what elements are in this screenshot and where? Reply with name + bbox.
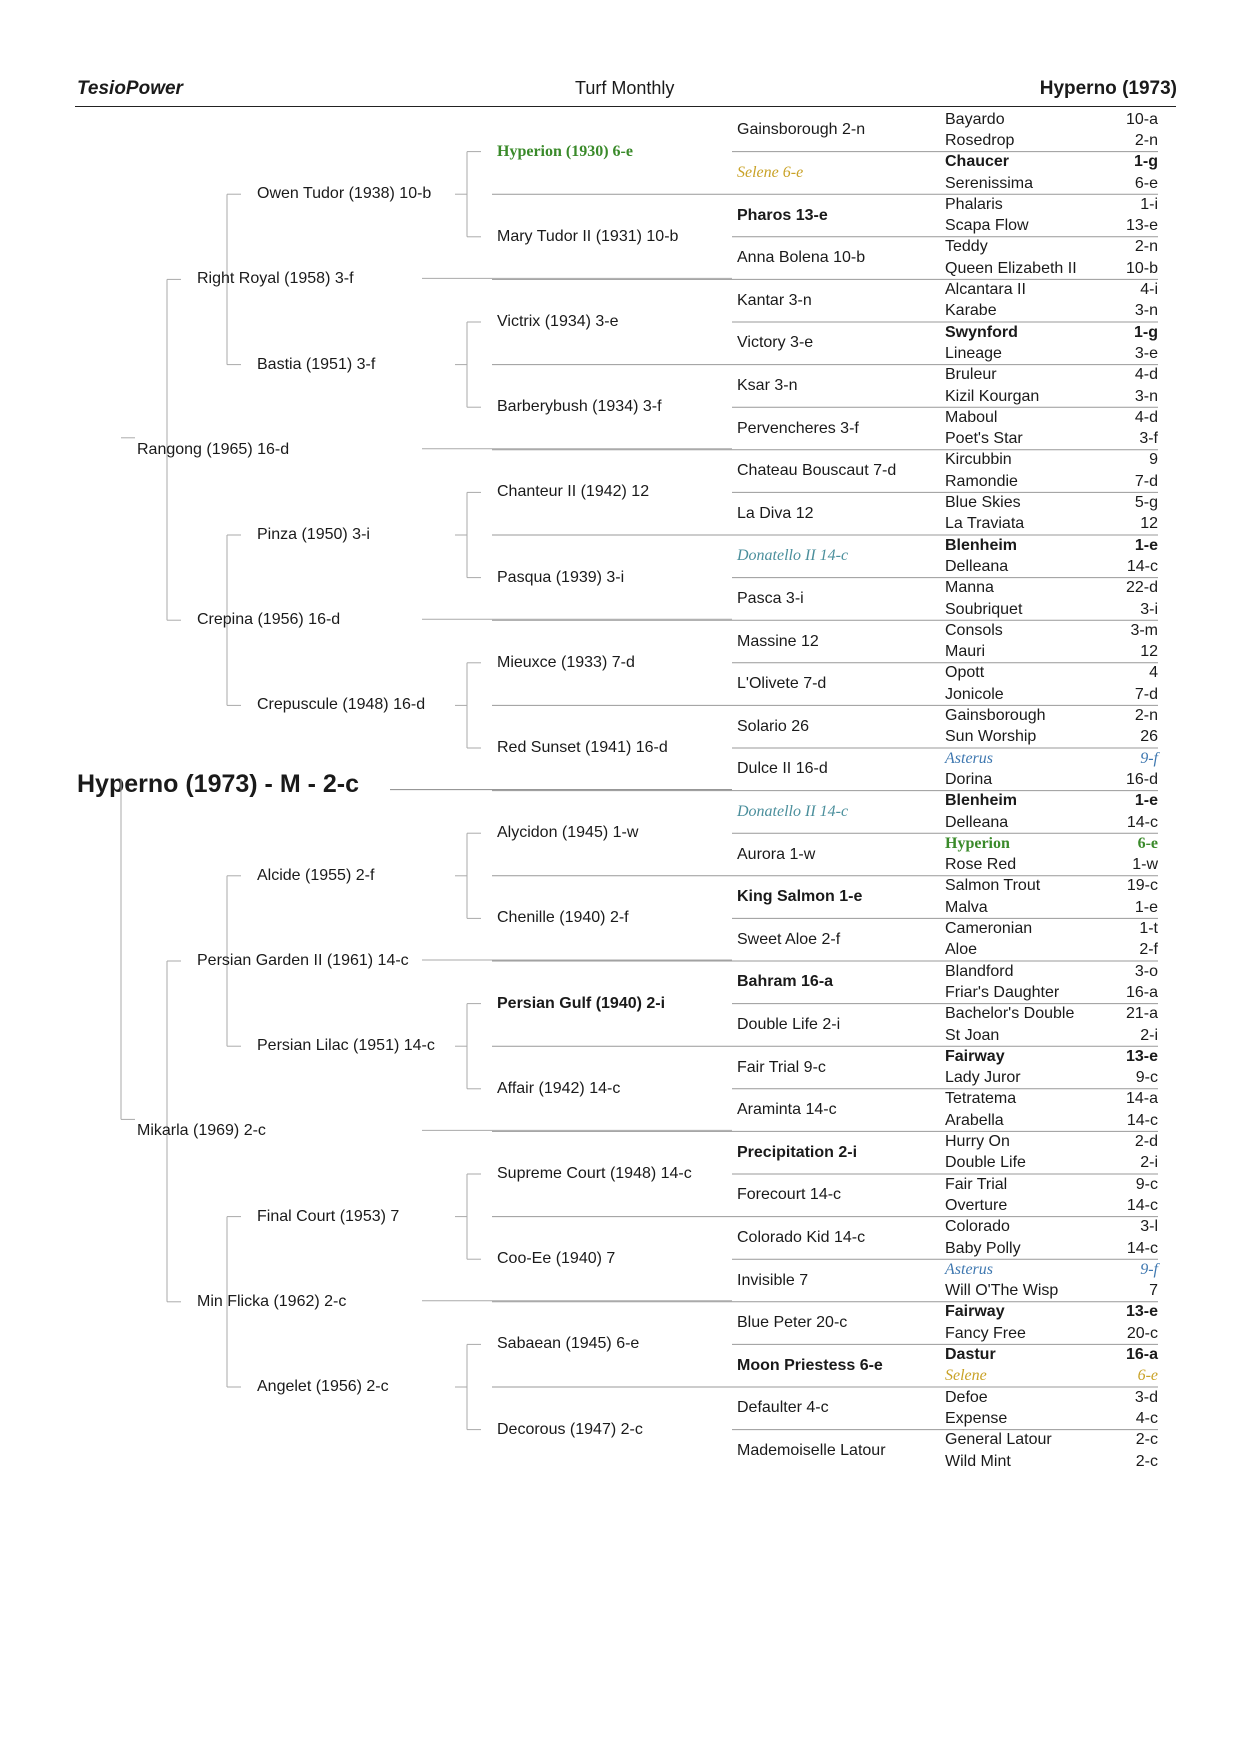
ancestor-gen6-name: Salmon Trout [945,877,1041,895]
ancestor-gen6-name: Teddy [945,238,988,256]
ancestor-gen6-code: 20-c [1126,1324,1158,1342]
ancestor-gen6-name: Karabe [945,302,997,320]
ancestor-gen6-code: 19-c [1126,877,1158,895]
ancestor-gen4: Barberybush (1934) 3-f [497,398,662,416]
ancestor-gen4: Alycidon (1945) 1-w [497,824,639,842]
header-source: TesioPower [77,78,183,99]
ancestor-gen6-name: Defoe [945,1388,988,1406]
ancestor-gen3: Final Court (1953) 7 [257,1207,400,1225]
ancestor-gen6-code: 14-a [1125,1090,1158,1108]
ancestor-gen5: Forecourt 14-c [737,1186,842,1204]
header-publication: Turf Monthly [575,78,675,98]
ancestor-gen6-name: Kircubbin [945,451,1012,469]
ancestor-gen6-name: Dorina [945,770,993,788]
ancestor-gen6-code: 7-d [1134,472,1158,490]
ancestor-gen5: Donatello II 14-c [737,547,849,565]
ancestor-gen6-code: 1-e [1134,536,1158,554]
ancestor-gen5: Massine 12 [737,632,819,650]
ancestor-gen6-code: 1-g [1134,323,1158,341]
ancestor-gen3: Angelet (1956) 2-c [257,1378,389,1395]
ancestor-gen6-code: 9-f [1140,749,1158,767]
ancestor-gen6-code: 2-c [1135,1452,1158,1470]
ancestor-gen6-name: Soubriquet [945,600,1023,618]
ancestor-gen6-name: Blue Skies [945,494,1021,512]
ancestor-gen4: Decorous (1947) 2-c [497,1420,643,1438]
ancestor-gen6-name: Asterus [945,1260,993,1278]
ancestor-gen4: Mary Tudor II (1931) 10-b [497,227,679,245]
ancestor-gen6-code: 4-d [1134,366,1158,384]
ancestor-gen6-code: 7 [1149,1282,1158,1300]
ancestor-gen6-name: Sun Worship [945,728,1037,746]
ancestor-gen6-code: 4 [1149,664,1158,682]
ancestor-gen6-name: Overture [945,1196,1008,1214]
ancestor-gen6-code: 14-c [1126,813,1158,831]
ancestor-gen5: Victory 3-e [737,334,814,352]
ancestor-gen6-name: Dastur [945,1346,996,1364]
ancestor-gen6-name: Colorado [945,1218,1010,1236]
ancestor-gen5: Aurora 1-w [737,845,816,863]
ancestor-gen2: Min Flicka (1962) 2-c [197,1292,347,1310]
ancestor-gen6-code: 13-e [1125,217,1158,235]
ancestor-gen6-code: 2-i [1140,1026,1158,1044]
ancestor-gen6-code: 9 [1149,451,1158,469]
ancestor-gen6-name: Opott [945,664,985,682]
ancestor-gen6-name: Consols [945,621,1003,639]
ancestor-gen6-name: Poet's Star [945,430,1023,448]
ancestor-gen6-name: Aloe [945,941,978,959]
ancestor-gen6-name: Blenheim [945,536,1018,554]
ancestor-gen6-code: 14-c [1126,1111,1158,1129]
ancestor-gen6-code: 4-d [1134,408,1158,426]
ancestor-gen4: Affair (1942) 14-c [497,1079,621,1097]
ancestor-gen6-code: 3-e [1134,344,1158,362]
ancestor-gen6-name: Ramondie [945,472,1018,490]
ancestor-gen4: Persian Gulf (1940) 2-i [497,994,666,1012]
ancestor-gen4: Pasqua (1939) 3-i [497,568,625,586]
ancestor-gen6-code: 16-d [1125,770,1158,788]
ancestor-gen6-code: 2-c [1135,1431,1158,1449]
ancestor-gen5: Moon Priestess 6-e [737,1356,883,1374]
ancestor-gen6-code: 3-d [1134,1388,1158,1406]
ancestor-gen6-name: Gainsborough [945,707,1046,725]
ancestor-gen6-code: 14-c [1126,1239,1158,1257]
ancestor-gen6-name: Bruleur [945,366,997,384]
ancestor-gen6-code: 3-n [1134,302,1158,320]
ancestor-gen5: Fair Trial 9-c [737,1058,826,1076]
ancestor-gen6-name: Lineage [945,344,1002,362]
ancestor-gen6-name: Fairway [945,1047,1005,1065]
ancestor-gen6-code: 3-i [1140,600,1158,618]
ancestor-gen6-code: 4-c [1135,1409,1158,1427]
ancestor-gen6-name: Expense [945,1409,1008,1427]
ancestor-gen4: Hyperion (1930) 6-e [497,142,633,160]
ancestor-gen6-name: Double Life [945,1154,1026,1172]
ancestor-gen6-code: 9-f [1140,1260,1158,1278]
ancestor-gen6-code: 2-d [1134,1133,1158,1151]
ancestor-gen6-name: Friar's Daughter [945,983,1060,1001]
ancestor-gen6-code: 6-e [1137,1367,1158,1385]
ancestor-gen4: Mieuxce (1933) 7-d [497,653,635,671]
ancestor-gen4: Supreme Court (1948) 14-c [497,1165,692,1182]
ancestor-gen6-name: Hurry On [945,1133,1010,1151]
ancestor-gen6-code: 3-o [1134,962,1158,980]
ancestor-gen3: Owen Tudor (1938) 10-b [257,185,432,203]
ancestor-gen6-name: Selene [945,1367,987,1385]
ancestor-gen6-code: 5-g [1134,494,1158,512]
ancestor-gen6-code: 3-n [1134,387,1158,405]
header-horse-name: Hyperno (1973) [1039,78,1177,99]
ancestor-gen6-name: Blenheim [945,792,1018,810]
ancestor-gen6-name: Hyperion [945,834,1010,852]
ancestor-gen6-code: 26 [1140,728,1158,746]
ancestor-gen6-code: 22-d [1125,579,1158,597]
ancestor-gen4: Sabaean (1945) 6-e [497,1335,640,1353]
ancestor-gen6-code: 13-e [1125,1047,1158,1065]
ancestor-gen5: Bahram 16-a [737,973,834,991]
ancestor-gen6-name: General Latour [945,1431,1052,1449]
ancestor-gen6-name: Blandford [945,962,1014,980]
ancestor-gen6-name: Fair Trial [945,1175,1008,1193]
ancestor-gen5: Gainsborough 2-n [737,121,866,139]
ancestor-gen6-code: 1-t [1139,920,1158,938]
ancestor-gen6-code: 6-e [1134,174,1158,192]
ancestor-gen1: Mikarla (1969) 2-c [137,1122,266,1140]
ancestor-gen6-name: St Joan [945,1026,1000,1044]
ancestor-gen4: Victrix (1934) 3-e [497,313,619,330]
ancestor-gen6-name: Fairway [945,1303,1005,1321]
ancestor-gen6-name: Chaucer [945,153,1010,171]
ancestor-gen6-code: 2-n [1134,707,1158,725]
ancestor-gen6-code: 2-f [1139,941,1158,959]
ancestor-gen6-code: 3-f [1139,430,1158,448]
ancestor-gen6-code: 4-i [1140,281,1158,299]
ancestor-gen6-name: Lady Juror [945,1069,1021,1087]
ancestor-gen6-name: Queen Elizabeth II [945,259,1077,277]
ancestor-gen5: King Salmon 1-e [737,888,863,906]
ancestor-gen5: Sweet Aloe 2-f [737,930,841,948]
ancestor-gen6-code: 10-b [1125,259,1158,277]
ancestor-gen3: Crepuscule (1948) 16-d [257,696,426,714]
ancestor-gen2: Right Royal (1958) 3-f [197,270,354,288]
ancestor-gen6-name: Tetratema [945,1090,1017,1108]
ancestor-gen6-code: 3-l [1140,1218,1158,1236]
ancestor-gen6-name: Serenissima [945,174,1034,192]
ancestor-gen5: Pasca 3-i [737,589,804,607]
ancestor-gen5: L'Olivete 7-d [737,675,827,693]
ancestor-gen3: Persian Lilac (1951) 14-c [257,1037,435,1055]
ancestor-gen5: Invisible 7 [737,1271,809,1289]
ancestor-gen4: Chanteur II (1942) 12 [497,483,650,501]
ancestor-gen6-code: 14-c [1126,557,1158,575]
ancestor-gen6-name: Bayardo [945,110,1005,128]
ancestor-gen5: Solario 26 [737,717,810,735]
ancestor-gen6-name: Mauri [945,643,986,661]
ancestor-gen5: Selene 6-e [737,163,804,181]
ancestor-gen5: Double Life 2-i [737,1015,841,1033]
ancestor-gen5: Colorado Kid 14-c [737,1228,866,1246]
ancestor-gen5: Precipitation 2-i [737,1143,858,1161]
ancestor-gen5: Blue Peter 20-c [737,1314,848,1332]
ancestor-gen6-code: 9-c [1135,1175,1158,1193]
ancestor-gen6-code: 21-a [1125,1005,1158,1023]
ancestor-gen5: Ksar 3-n [737,376,798,394]
ancestor-gen2: Persian Garden II (1961) 14-c [197,952,409,969]
ancestor-gen4: Chenille (1940) 2-f [497,909,629,927]
ancestor-gen6-code: 10-a [1125,110,1158,128]
ancestor-gen6-name: Jonicole [945,685,1004,703]
ancestor-gen4: Coo-Ee (1940) 7 [497,1250,616,1268]
ancestor-gen5: Dulce II 16-d [737,760,828,778]
ancestor-gen5: Araminta 14-c [737,1101,837,1119]
ancestor-gen6-code: 16-a [1125,1346,1158,1364]
ancestor-gen3: Alcide (1955) 2-f [257,866,375,884]
ancestor-gen5: Defaulter 4-c [737,1399,829,1417]
ancestor-gen6-code: 12 [1140,643,1158,661]
ancestor-gen2: Crepina (1956) 16-d [197,611,341,629]
ancestor-gen5: Chateau Bouscaut 7-d [737,462,897,480]
ancestor-gen3: Pinza (1950) 3-i [257,526,370,543]
ancestor-gen6-code: 2-n [1134,131,1158,149]
ancestor-gen5: Mademoiselle Latour [737,1441,886,1459]
ancestor-gen6-name: Scapa Flow [945,217,1029,235]
ancestor-gen6-name: Baby Polly [945,1239,1021,1257]
ancestor-gen6-name: Swynford [945,323,1018,341]
ancestor-gen6-name: Malva [945,898,988,916]
ancestor-gen6-code: 16-a [1125,983,1158,1001]
ancestor-gen6-name: Delleana [945,813,1009,831]
ancestor-gen6-name: Phalaris [945,195,1003,213]
ancestor-gen5: Pharos 13-e [737,206,828,224]
ancestor-gen6-name: Rosedrop [945,131,1015,149]
ancestor-gen6-code: 9-c [1135,1069,1158,1087]
ancestor-gen6-code: 1-i [1140,195,1158,213]
ancestor-gen6-name: Fancy Free [945,1324,1026,1342]
ancestor-gen6-name: La Traviata [945,515,1025,533]
ancestor-gen5: Anna Bolena 10-b [737,249,866,267]
ancestor-gen4: Red Sunset (1941) 16-d [497,739,668,756]
ancestor-gen6-code: 6-e [1137,834,1158,852]
ancestor-gen6-code: 1-w [1132,856,1158,874]
ancestor-gen6-name: Will O'The Wisp [945,1282,1059,1300]
ancestor-gen6-name: Wild Mint [945,1452,1011,1470]
ancestor-gen6-code: 14-c [1126,1196,1158,1214]
ancestor-gen6-name: Arabella [945,1111,1004,1129]
ancestor-gen6-name: Bachelor's Double [945,1005,1075,1023]
ancestor-gen6-code: 3-m [1130,621,1158,639]
ancestor-gen5: Kantar 3-n [737,291,812,309]
ancestor-gen6-name: Manna [945,579,994,597]
ancestor-gen6-name: Kizil Kourgan [945,387,1040,405]
ancestor-gen6-name: Maboul [945,408,998,426]
ancestor-gen6-code: 2-i [1140,1154,1158,1172]
ancestor-gen6-name: Delleana [945,557,1009,575]
ancestor-gen1: Rangong (1965) 16-d [137,440,290,458]
ancestor-gen5: Pervencheres 3-f [737,419,859,437]
ancestor-gen6-name: Cameronian [945,920,1033,938]
ancestor-gen6-code: 1-e [1134,898,1158,916]
ancestor-gen6-code: 7-d [1134,685,1158,703]
ancestor-gen6-name: Rose Red [945,856,1017,874]
ancestor-gen6-code: 13-e [1125,1303,1158,1321]
ancestor-gen5: Donatello II 14-c [737,802,849,820]
ancestor-gen6-code: 2-n [1134,238,1158,256]
ancestor-gen5: La Diva 12 [737,504,814,522]
ancestor-gen6-code: 12 [1140,515,1158,533]
subject-horse: Hyperno (1973) - M - 2-c [77,770,360,798]
ancestor-gen6-name: Alcantara II [945,281,1026,299]
ancestor-gen6-name: Asterus [945,749,993,767]
ancestor-gen6-code: 1-e [1134,792,1158,810]
ancestor-gen3: Bastia (1951) 3-f [257,355,376,373]
ancestor-gen6-code: 1-g [1134,153,1158,171]
